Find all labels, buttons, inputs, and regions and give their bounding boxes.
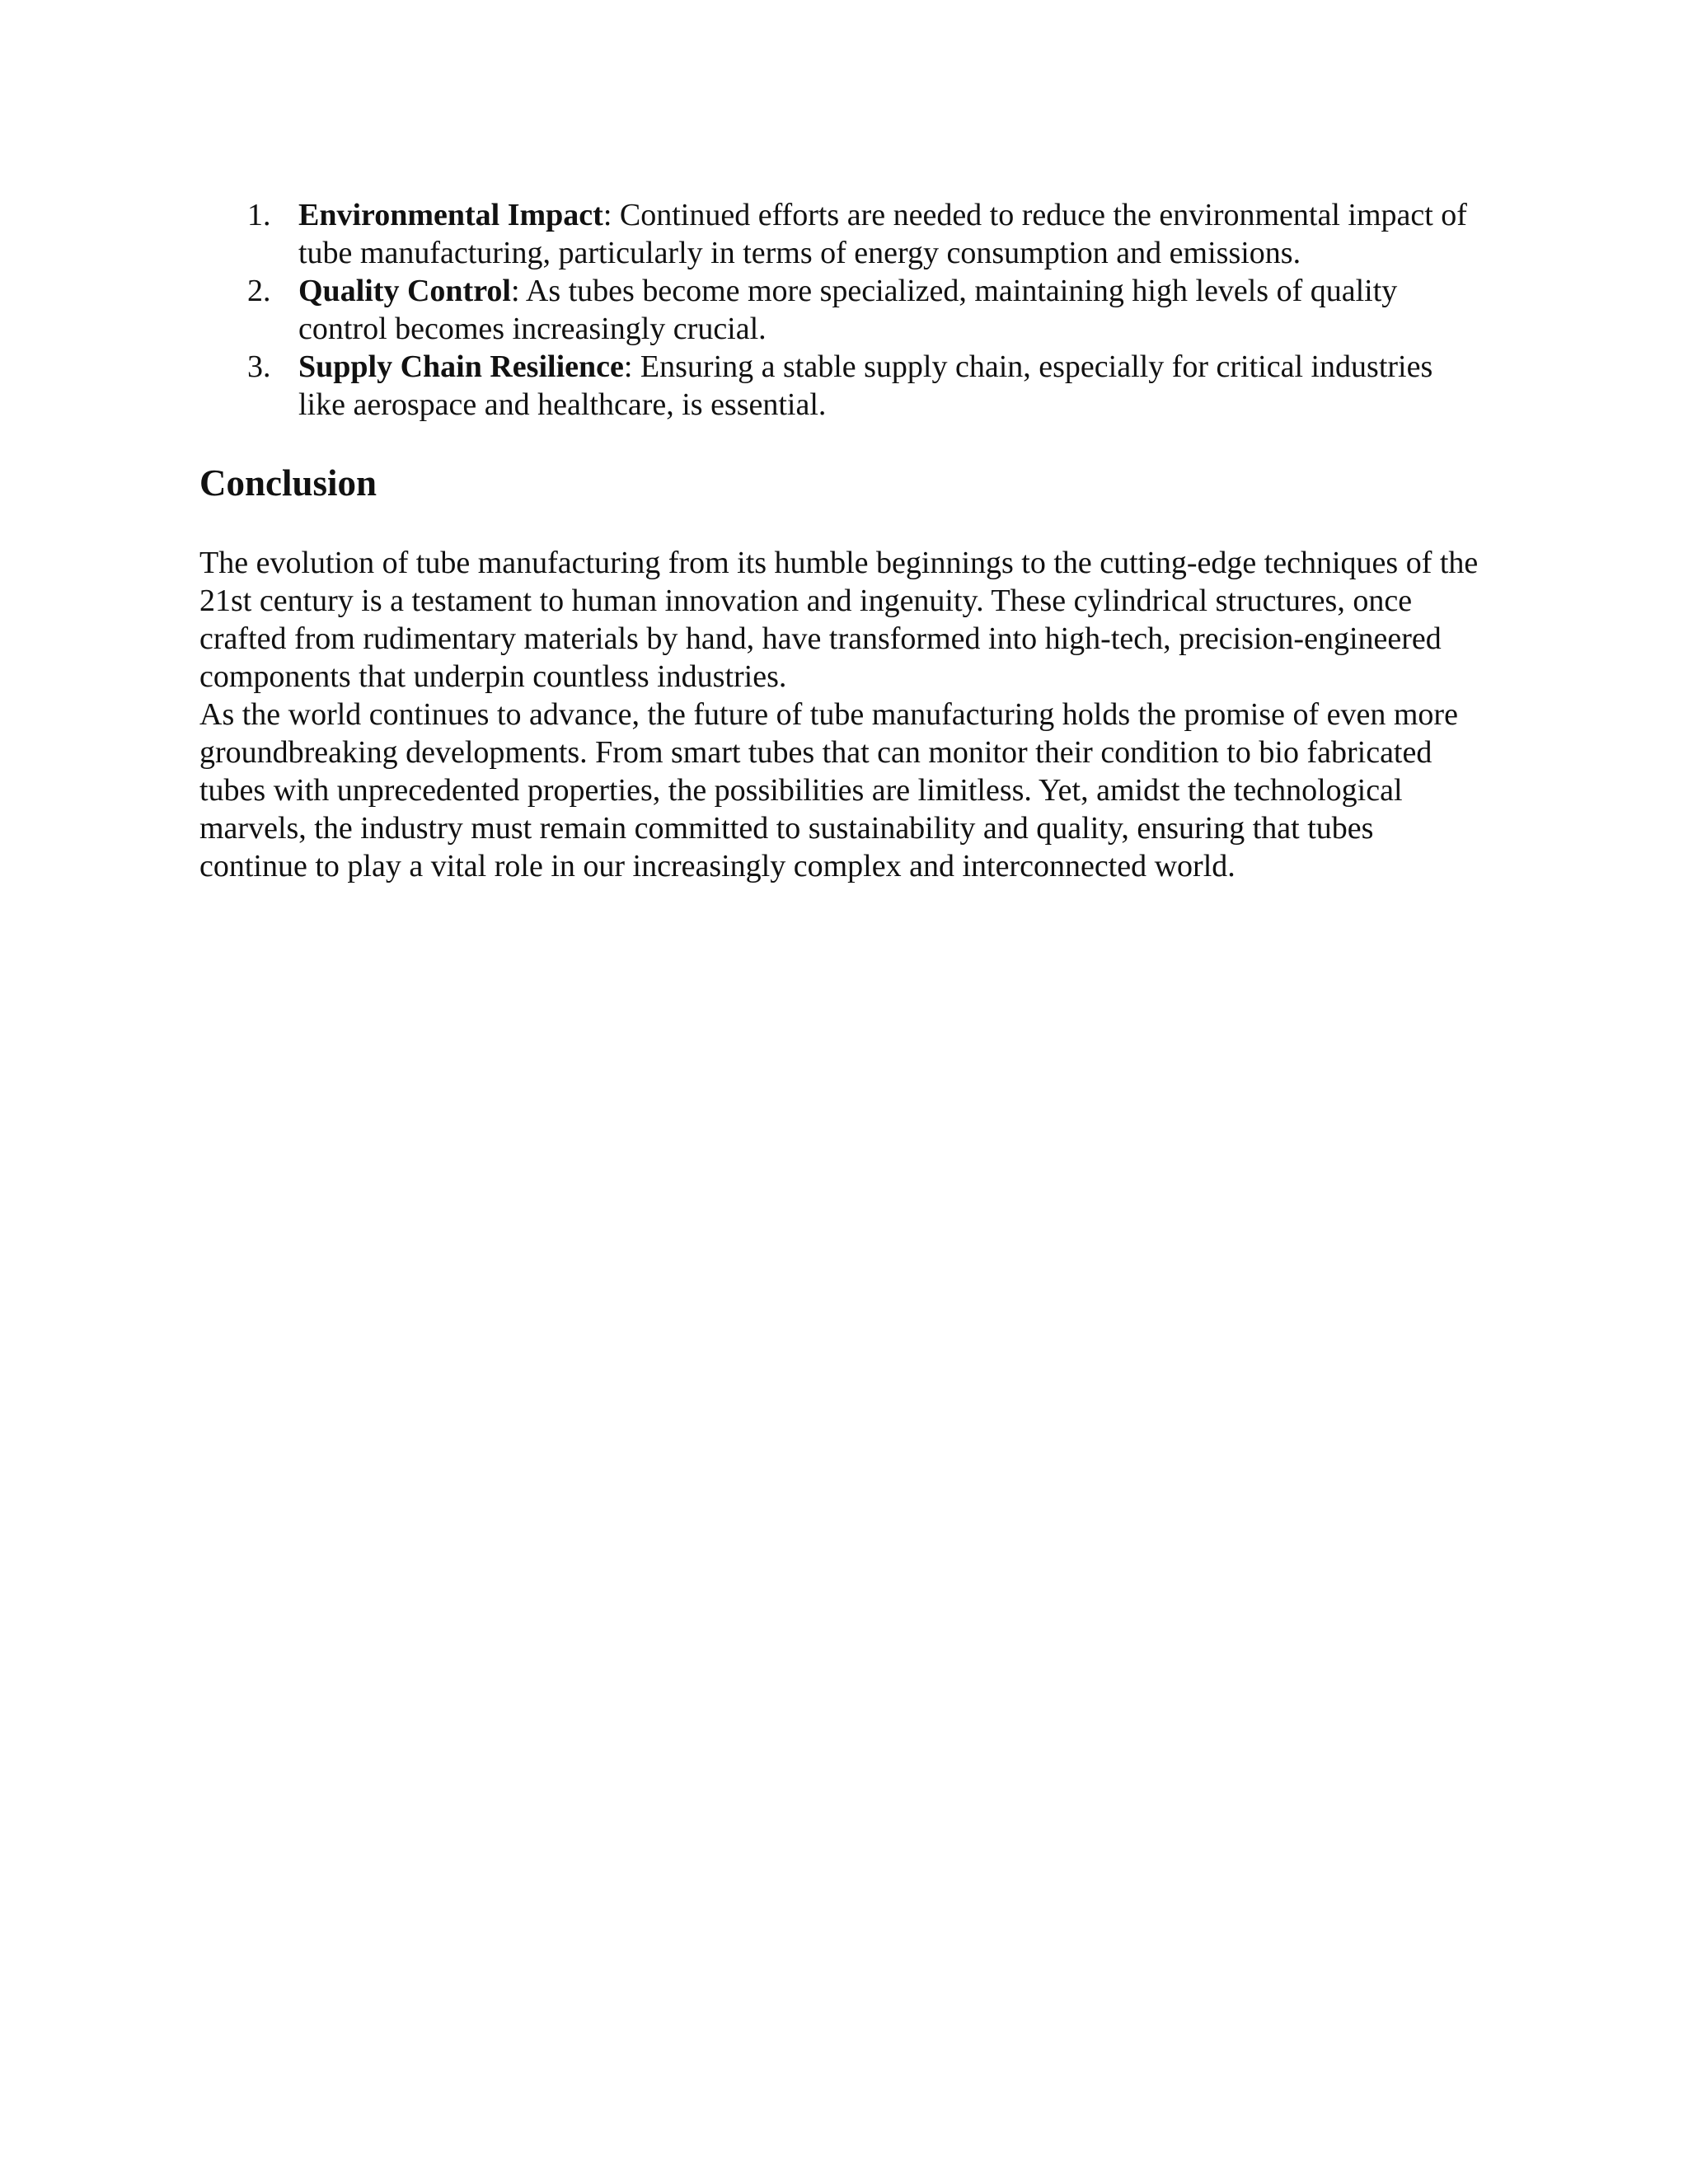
page-content [199,196,1485,885]
conclusion-heading: Conclusion [199,462,377,504]
list-item-term: Quality Control [298,274,511,308]
list-item-environmental-impact [199,196,1485,272]
list-item-text: : Continued efforts are needed to reduce the environmental impact of tube manufacturing, particularly in terms of energy consumption and emissions. [298,198,1467,270]
list-item-quality-control [199,272,1485,348]
challenges-list [199,196,1485,424]
list-item-term: Supply Chain Resilience [298,349,624,384]
list-item-text: : Ensuring a stable supply chain, especially for critical industries like aerospace and healthcare, is essential. [298,349,1433,422]
list-item-supply-chain-resilience [199,348,1485,424]
conclusion-paragraph-2: As the world continues to advance, the future of tube manufacturing holds the promise of even more groundbreaking developments. From smart tubes that can monitor their condition to bio fabricated tubes with unprecedented properties, the possibilities are limitless. Yet, amidst the technological marvels, the industry must remain committed to sustainability and quality, ensuring that tubes continue to play a vital role in our increasingly complex and interconnected world. [199,697,1458,883]
list-item-number: 2. [247,274,271,308]
list-item-text: : As tubes become more specialized, maintaining high levels of quality control becomes increasingly crucial. [298,274,1398,346]
conclusion-paragraph-1: The evolution of tube manufacturing from its humble beginnings to the cutting-edge techniques of the 21st century is a testament to human innovation and ingenuity. These cylindrical structures, once crafted from rudimentary materials by hand, have transformed into high-tech, precision-engineered components that underpin countless industries. [199,546,1479,694]
list-item-term: Environmental Impact [298,198,603,232]
list-item-number: 1. [247,198,271,232]
list-item-number: 3. [247,349,271,384]
